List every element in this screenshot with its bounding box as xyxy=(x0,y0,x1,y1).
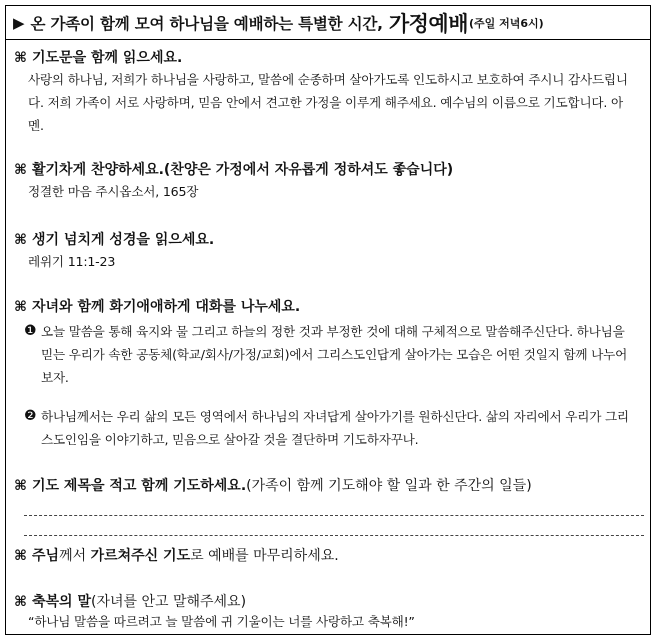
section-prayer-topics xyxy=(14,476,642,496)
title-bar xyxy=(6,6,650,40)
section-blessing xyxy=(14,592,642,631)
talk-question-2 xyxy=(14,405,642,451)
command-mark-icon: ⌘ xyxy=(14,50,27,66)
title-family-worship: 가정예배 xyxy=(388,11,468,36)
closing-word-lords-prayer: 가르쳐주신 기도 xyxy=(90,548,191,564)
command-mark-icon: ⌘ xyxy=(14,299,27,315)
closing-text-2: 로 예배를 마무리하세요. xyxy=(190,548,339,564)
prayer-topic-line-2 xyxy=(24,535,644,536)
command-mark-icon: ⌘ xyxy=(14,478,27,494)
section-family-talk xyxy=(14,297,642,451)
section-heading xyxy=(14,160,642,180)
section-scripture xyxy=(14,230,642,273)
closing-word-lord: 주님 xyxy=(32,548,60,564)
title-main: 온 가족이 함께 모여 하나님을 예배하는 특별한 시간, xyxy=(30,14,383,33)
number-two-icon: ❷ xyxy=(24,408,37,424)
section-heading xyxy=(14,592,642,612)
title-schedule: (주일 저녁6시) xyxy=(469,16,544,30)
section-heading xyxy=(14,48,642,68)
family-talk-heading: 자녀와 함께 화기애애하게 대화를 나누세요. xyxy=(32,299,301,315)
scripture-reference: 레위기 11:1-23 xyxy=(28,254,116,269)
command-mark-icon: ⌘ xyxy=(14,232,27,248)
worship-guide-sheet xyxy=(5,5,651,635)
praise-heading: 활기차게 찬양하세요.(찬양은 가정에서 자유롭게 정하셔도 좋습니다) xyxy=(32,162,454,178)
command-mark-icon: ⌘ xyxy=(14,548,27,564)
section-closing xyxy=(14,546,642,566)
section-heading xyxy=(14,546,642,566)
section-heading xyxy=(14,476,642,496)
section-heading xyxy=(14,230,642,250)
prayer-topic-line-1 xyxy=(24,515,644,516)
blessing-text: “하나님 말씀을 따르려고 늘 말씀에 귀 기울이는 너를 사랑하고 축복해!” xyxy=(28,614,415,629)
blessing-heading: 축복의 말 xyxy=(32,594,91,610)
number-one-icon: ❶ xyxy=(24,323,37,339)
prayer-topics-note: (가족이 함께 기도해야 할 일과 한 주간의 일들) xyxy=(246,478,532,494)
blessing-note: (자녀를 안고 말해주세요) xyxy=(90,594,247,610)
arrow-icon: ▶ xyxy=(13,13,25,32)
command-mark-icon: ⌘ xyxy=(14,162,27,178)
opening-prayer-heading: 기도문을 함께 읽으세요. xyxy=(32,50,183,66)
section-heading xyxy=(14,297,642,317)
talk-question-1 xyxy=(14,320,642,389)
closing-text-1: 께서 xyxy=(59,548,91,564)
prayer-topics-heading: 기도 제목을 적고 함께 기도하세요. xyxy=(32,478,247,494)
section-opening-prayer xyxy=(14,48,642,137)
command-mark-icon: ⌘ xyxy=(14,594,27,610)
talk-question-text: 오늘 말씀을 통해 육지와 물 그리고 하늘의 정한 것과 부정한 것에 대해 구체적으로 말씀해주신단다. 하나님을 믿는 우리가 속한 공동체(학교/회사/가정/교회)에서 그리스도인답게 살아가는 모습은 어떤 것일지 함께 나누어보자. xyxy=(41,324,628,385)
section-praise xyxy=(14,160,642,203)
opening-prayer-text: 사랑의 하나님, 저희가 하나님을 사랑하고, 말씀에 순종하며 살아가도록 인도하시고 보호하여 주시니 감사드립니다. 저희 가족이 서로 사랑하며, 믿음 안에서 견고한 가정을 이루게 해주세요. 예수님의 이름으로 기도합니다. 아멘. xyxy=(28,72,628,133)
scripture-heading: 생기 넘치게 성경을 읽으세요. xyxy=(32,232,215,248)
praise-text: 정결한 마음 주시옵소서, 165장 xyxy=(28,184,199,199)
talk-question-text: 하나님께서는 우리 삶의 모든 영역에서 하나님의 자녀답게 살아가기를 원하신단다. 삶의 자리에서 우리가 그리스도인임을 이야기하고, 믿음으로 살아갈 것을 결단하며 기도하자꾸나. xyxy=(41,409,629,447)
